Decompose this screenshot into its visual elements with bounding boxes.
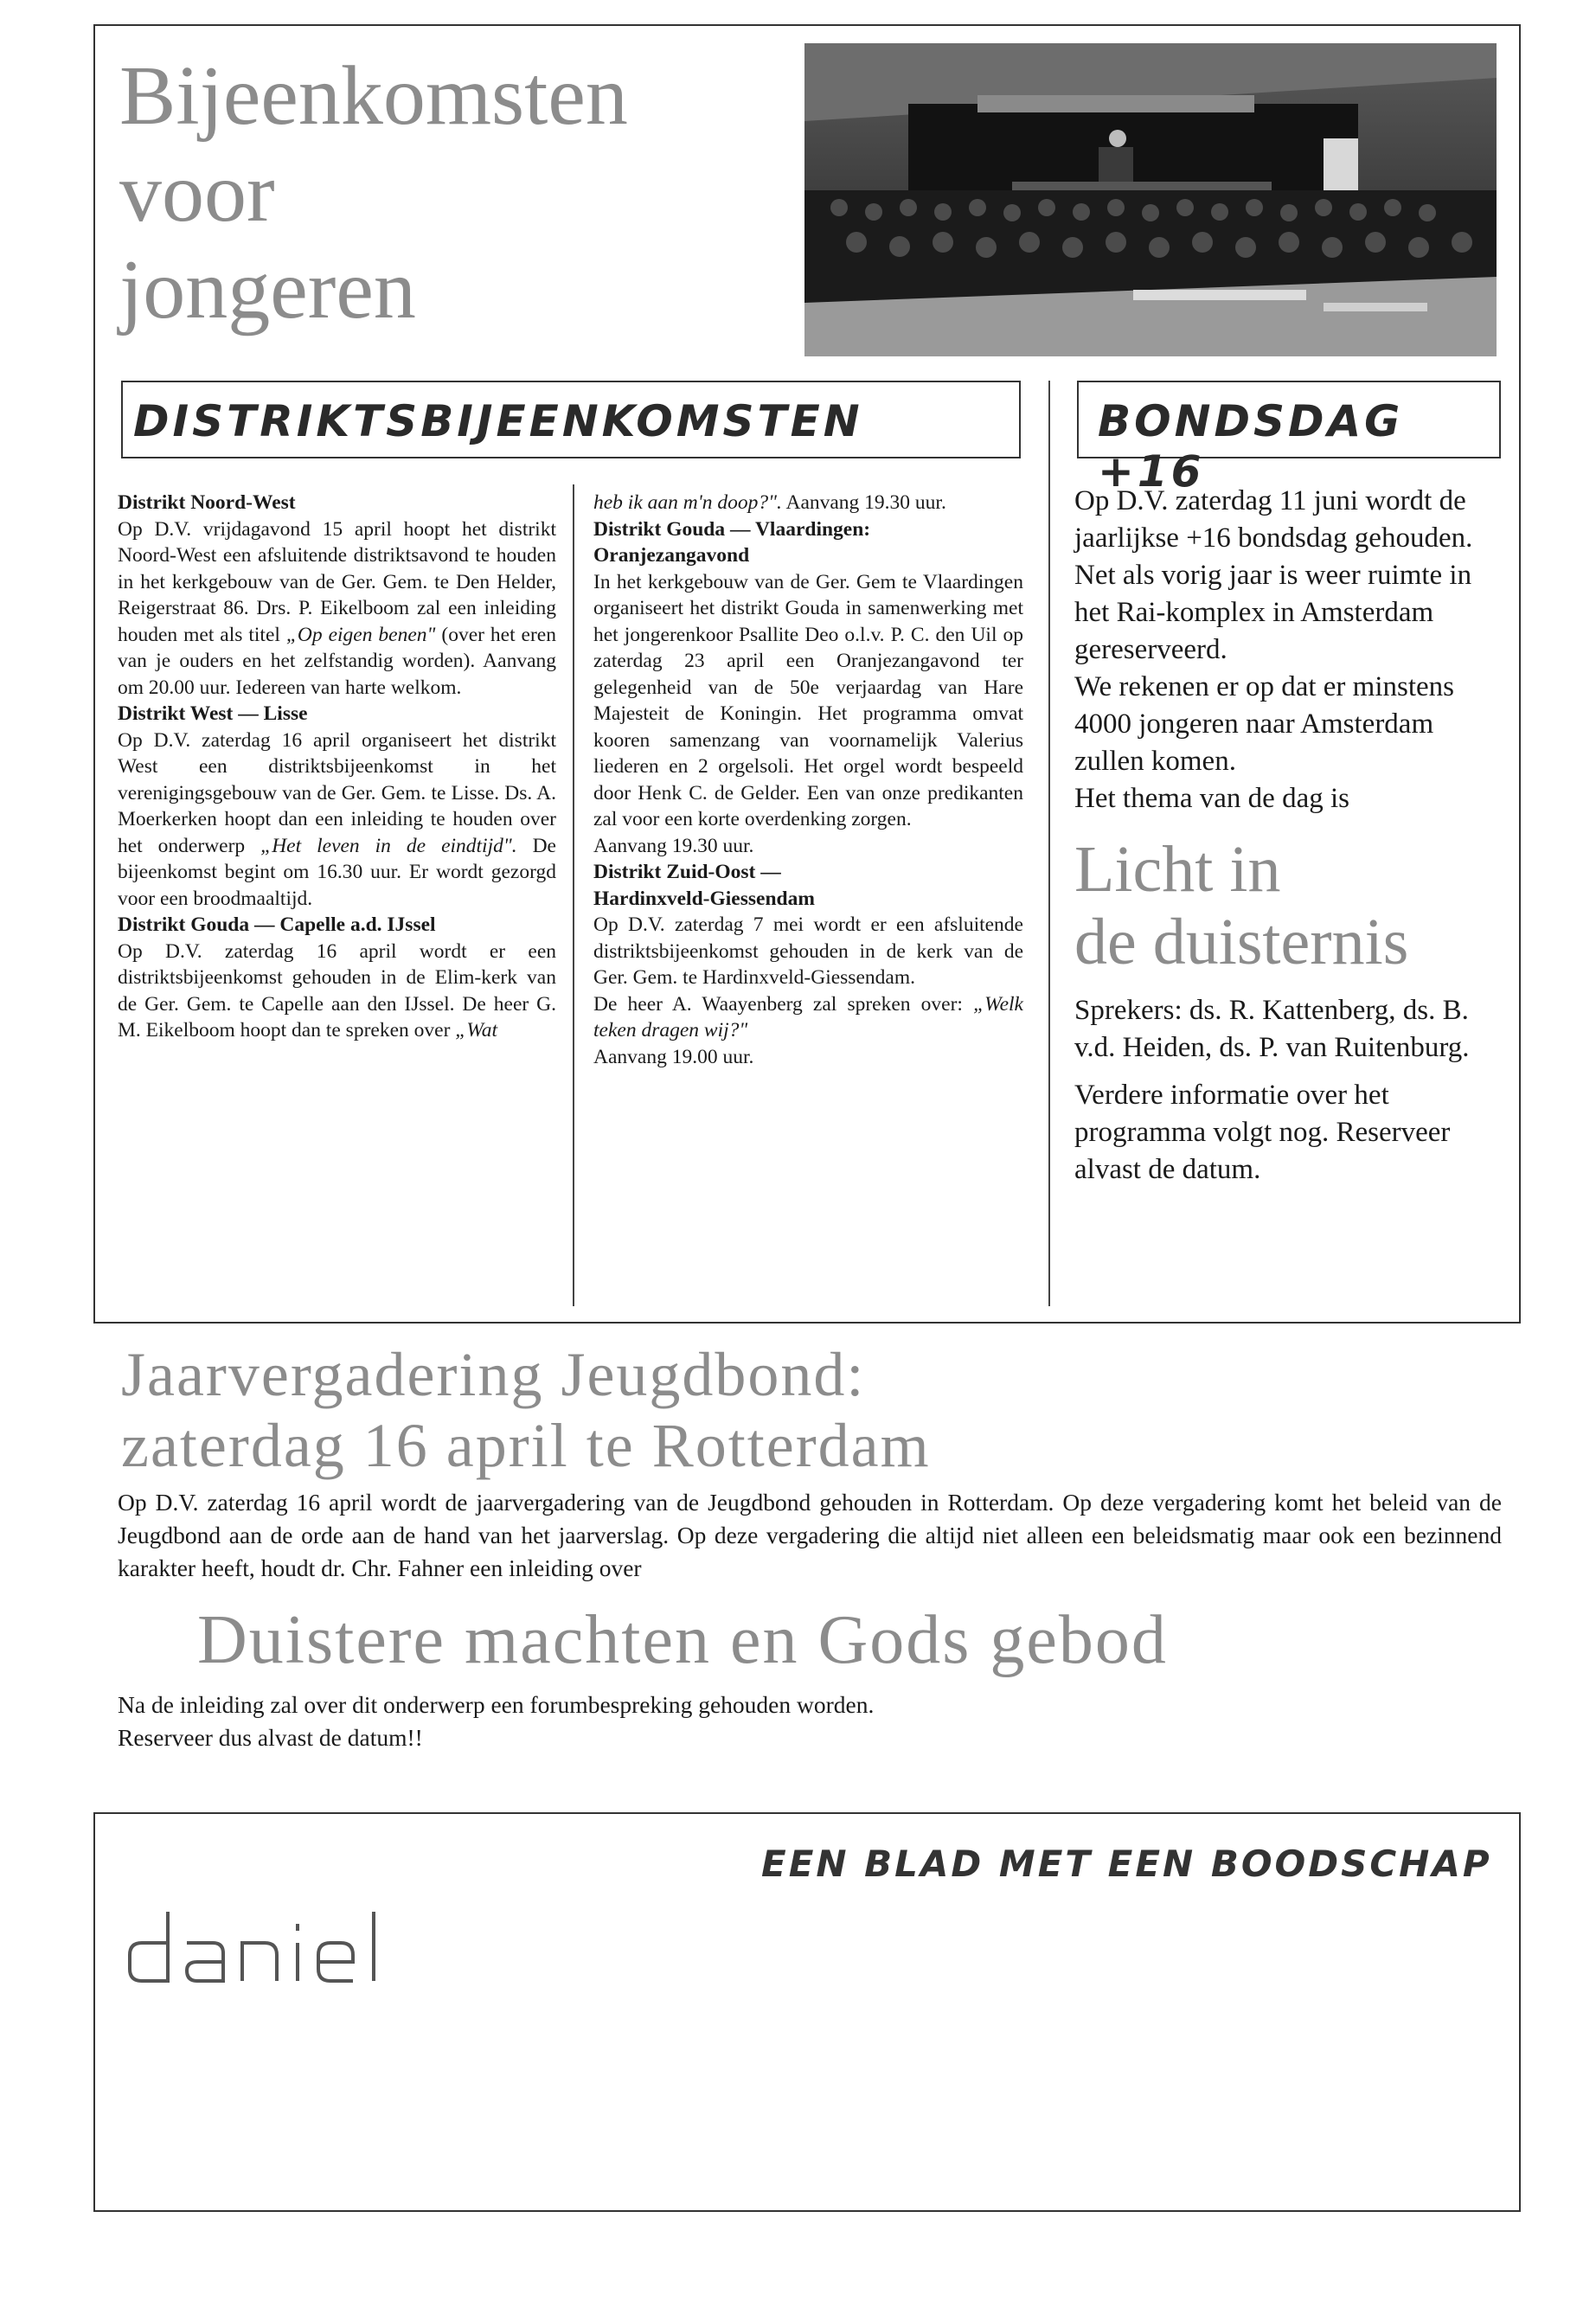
district-text-hardinxveld: Op D.V. zaterdag 7 mei wordt er een afsluitende distriktsbijeenkomst gehouden in de kerk van de Ger. Gem. te Hardinxveld-Giessendam. — [593, 913, 1023, 989]
daniel-logo — [126, 1886, 403, 2003]
bondsdag-expectation: We rekenen er op dat er minstens 4000 jongeren naar Amsterdam zullen komen. — [1074, 671, 1455, 777]
district-heading-gouda-capelle: Distrikt Gouda — Capelle a.d. IJssel — [118, 913, 436, 936]
meeting-hall-photo — [804, 43, 1497, 356]
distrikt-header-tab — [121, 381, 1021, 458]
title-line-1: Bijeenkomsten — [119, 49, 628, 143]
district-heading-zuid-oost: Distrikt Zuid-Oost — — [593, 861, 781, 883]
district-heading-oranjezangavond: Oranjezangavond — [593, 544, 750, 567]
district-column-1 — [118, 490, 556, 1044]
column-divider-1 — [573, 484, 574, 1306]
district-text-hardinxveld-speaker: De heer A. Waayenberg zal spreken over: „Welk teken dragen wij?" — [593, 992, 1023, 1042]
jaarvergadering-title — [121, 1339, 931, 1481]
advertisement-slogan: EEN BLAD MET EEN BOODSCHAP — [761, 1843, 1492, 1885]
district-heading-gouda-vlaardingen: Distrikt Gouda — Vlaardingen: — [593, 517, 871, 541]
jaarvergadering-text: Op D.V. zaterdag 16 april wordt de jaarvergadering van de Jeugdbond gehouden in Rotterdam. Op deze vergadering komt het beleid van de Jeugdbond aan de orde aan de hand van het jaarverslag. Op deze vergadering die altijd niet alleen een beleidsmatig maar ook een bezinnend karakter heeft, houdt dr. Chr. Fahner een inleiding over — [118, 1489, 1502, 1581]
distrikt-header-label: DISTRIKTSBIJEENKOMSTEN — [133, 396, 863, 446]
district-time-vlaardingen: Aanvang 19.30 uur. — [593, 834, 754, 857]
bondsdag-theme-line-1: Licht in — [1074, 833, 1281, 906]
district-heading-noord-west: Distrikt Noord-West — [118, 491, 296, 514]
jaarvergadering-title-line-1: Jaarvergadering Jeugdbond: — [121, 1340, 866, 1409]
bondsdag-theme-intro: Het thema van de dag is — [1074, 783, 1349, 814]
jaarvergadering-theme: Duistere machten en Gods gebod — [197, 1602, 1168, 1678]
district-heading-west: Distrikt West — Lisse — [118, 702, 308, 725]
jaarvergadering-body — [118, 1486, 1502, 1585]
bondsdag-header-label: BONDSDAG +16 — [1098, 396, 1404, 497]
district-text-noord-west: Op D.V. vrijdagavond 15 april hoopt het distrikt Noord-West een afsluitende distriktsavond te houden in het kerkgebouw van de Ger. Gem. te Den Helder, Reigerstraat 86. Drs. P. Eikelboom zal een inleiding houden met als titel „Op eigen benen" (over het eren van je ouders en het zelfstandig worden). Aanvang om 20.00 uur. Iedereen van harte welkom. — [118, 517, 556, 699]
title-line-2: voor — [119, 146, 275, 240]
title-line-3: jongeren — [119, 243, 416, 336]
jaarvergadering-title-line-2: zaterdag 16 april te Rotterdam — [121, 1411, 931, 1480]
bondsdag-theme-line-2: de duisternis — [1074, 906, 1409, 978]
bondsdag-column — [1074, 483, 1490, 1189]
bondsdag-intro: Op D.V. zaterdag 11 juni wordt de jaarlijkse +16 bondsdag gehouden. Net als vorig jaar is weer ruimte in het Rai-komplex in Amsterdam gereserveerd. — [1074, 485, 1473, 665]
jaarvergadering-forum: Na de inleiding zal over dit onderwerp een forumbespreking gehouden worden. — [118, 1691, 875, 1718]
bondsdag-more-info: Verdere informatie over het programma volgt nog. Reserveer alvast de datum. — [1074, 1080, 1451, 1185]
daniel-logo-icon — [126, 1886, 403, 1998]
district-column-2 — [593, 490, 1023, 1070]
district-text-vlaardingen: In het kerkgebouw van de Ger. Gem te Vlaardingen organiseert het distrikt Gouda in samenwerking met het jongerenkoor Psallite Deo o.l.v. P. C. den Uil op zaterdag 23 april een Oranjezangavond ter gelegenheid van de 50e verjaardag van Hare Majesteit de Koningin. Het programma omvat kooren samenzang van voornamelijk Valerius liederen en 2 orgelsoli. Het orgel wordt bespeeld door Henk C. de Gelder. Een van onze predikanten zal voor een korte overdenking zorgen. — [593, 570, 1023, 830]
district-time-hardinxveld: Aanvang 19.00 uur. — [593, 1045, 754, 1068]
district-text-gouda-capelle: Op D.V. zaterdag 16 april wordt er een distriktsbijeenkomst gehouden in de Elim-kerk van de Ger. Gem. te Capelle aan den IJssel. De heer G. M. Eikelboom hoopt dan te spreken over „Wat — [118, 939, 556, 1042]
district-text-west: Op D.V. zaterdag 16 april organiseert het distrikt West een distriktsbijeenkomst in het verenigingsgebouw van de Ger. Gem. te Lisse. Ds. A. Moerkerken hoopt dan een inleiding te houden over het onderwerp „Het leven in de eindtijd". De bijeenkomst begint om 16.30 uur. Er wordt gezorgd voor een broodmaaltijd. — [118, 728, 556, 910]
district-text-gouda-capelle-cont: heb ik aan m'n doop?". Aanvang 19.30 uur. — [593, 491, 946, 514]
jaarvergadering-closing — [118, 1689, 1502, 1754]
jaarvergadering-reserve: Reserveer dus alvast de datum!! — [118, 1724, 423, 1751]
bondsdag-header-tab — [1077, 381, 1501, 497]
photo-svg — [804, 43, 1497, 356]
district-heading-hardinxveld: Hardinxveld-Giessendam — [593, 887, 815, 910]
column-divider-2 — [1048, 381, 1050, 1306]
page-title — [119, 48, 628, 338]
bondsdag-speakers: Sprekers: ds. R. Kattenberg, ds. B. v.d. Heiden, ds. P. van Ruitenburg. — [1074, 995, 1470, 1063]
